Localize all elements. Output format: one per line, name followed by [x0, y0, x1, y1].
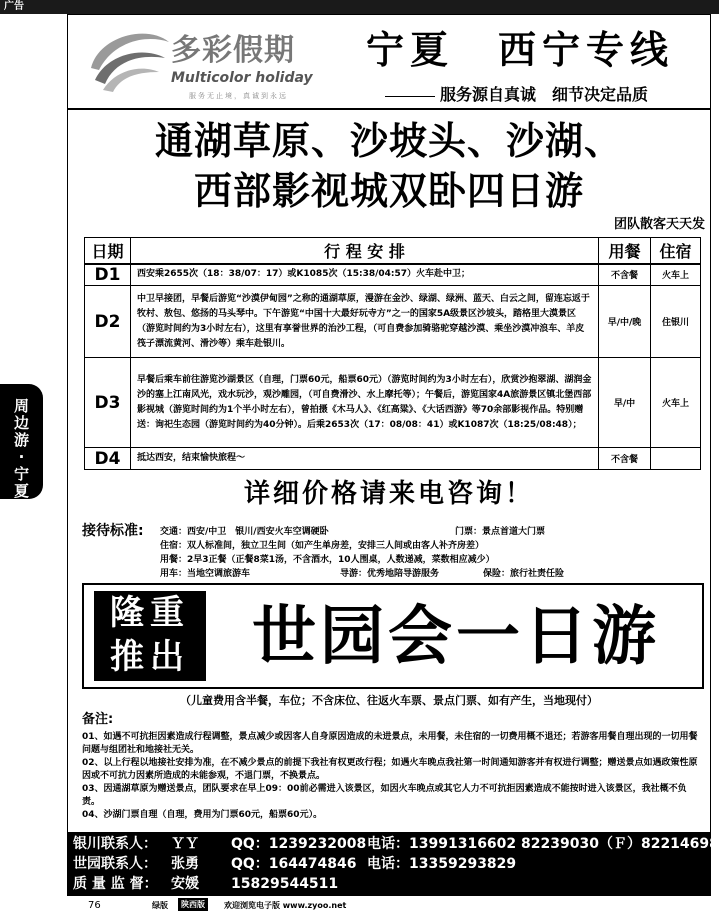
std-tickets: 门票：景点首道大门票 [455, 527, 546, 537]
note-item: 01、如遇不可抗拒因素造成行程调整，景点减少或因客人自身原因造成的未进景点，未用餐，未住宿的一切费用概不退还；若游客用餐自理出现的一切用餐问题与组团社和地接社无关。 [82, 732, 698, 755]
std-insurance: 保险：旅行社责任险 [483, 569, 565, 579]
note-item: 04、沙湖门票自理（自理，费用为门票60元，船票60元）。 [82, 810, 323, 820]
yinchuan-contact-label: 银川联系人： [73, 836, 157, 852]
ad-tag [0, 0, 719, 14]
header-meals: 用餐 [599, 238, 651, 264]
company-logo [85, 26, 335, 110]
day-meals: 早/中/晚 [599, 286, 651, 358]
logo-name-en: Multicolor holiday [171, 70, 313, 86]
route-title: 宁夏 西宁专线 [365, 28, 674, 72]
day-label: D2 [85, 286, 131, 358]
itinerary-row [85, 264, 701, 286]
itinerary-table [84, 237, 701, 470]
day-lodging [651, 448, 701, 470]
day-description: 早餐后乘车前往游览沙湖景区（自理，门票60元，船票60元）（游览时间约为3小时左右），欣赏沙抱翠湖、湖润金沙的塞上江南风光，戏水玩沙，观沙雕园，（可自费滑沙、水上摩托等）；午餐后，游览国家4A旅游景区镇北堡西部影视城（游览时间约为1个半小时左右），曾拍摄《木马人》、《红高粱》、《大话西游》等70余部影视作品。特别赠送：询祀生态园（游览时间约为40分钟）。后乘2653次（17：08/08：41）或K1087次（18:25/08:48）； [131, 358, 599, 448]
logo-name-cn: 多彩假期 [171, 33, 295, 68]
day-description: 西安乘2655次（18：38/07：17）或K1085次（15:38/04:57）火车赴中卫； [131, 264, 599, 286]
note-item: 03、因通湖草原为赠送景点，团队要求在早上09：00前必需进入该景区，如因火车晚点或其它人力不可抗拒因素造成不能按时进入该景区，我社概不负责。 [82, 784, 687, 807]
quality-name: 安媛 [171, 876, 199, 892]
headline-line-2: 西部影视城双卧四日游 [193, 169, 584, 213]
side-tab [0, 384, 43, 499]
day-meals: 不含餐 [599, 448, 651, 470]
promo-line-2: 推出 [110, 637, 190, 677]
day-meals: 早/中 [599, 358, 651, 448]
quality-label: 质 量 监 督： [73, 876, 158, 892]
yinchuan-contact-name: ＹＹ [171, 836, 199, 852]
page-footer [0, 896, 719, 915]
standards-title: 接待标准: [82, 523, 144, 539]
header-divider [67, 108, 711, 110]
day-description: 中卫早接团，早餐后游览“沙漠伊甸园”之称的通湖草原，漫游在金沙、绿湖、绿洲、蓝天、白云之间，留连忘返于牧村、敖包、悠扬的马头琴中。下午游览“中国十大最好玩寺方”之一的国家5A级景区沙坡头，踏格里大漠景区（游览时间约为3小时左右），这里有享誉世界的治沙工程，（可自费参加骑骆驼穿越沙漠、乘坐沙漠冲浪车、羊皮筏子漂流黄河、滑沙等）乘车赴银川。 [131, 286, 599, 358]
site-url: 欢迎浏览电子版 www.zyoo.net [224, 901, 347, 910]
itinerary-row [85, 448, 701, 470]
day-description: 抵达西安，结束愉快旅程～ [131, 448, 599, 470]
shiyuan-contact-label: 世园联系人： [73, 856, 157, 872]
header-lodging: 住宿 [651, 238, 701, 264]
std-guide: 导游：优秀地陪导游服务 [340, 569, 440, 579]
std-meals: 用餐：2早3正餐（正餐8菜1汤，不含酒水，10人围桌，人数递减，菜数相应减少） [160, 555, 495, 565]
day-lodging: 住银川 [651, 286, 701, 358]
ad-tag-label: 广告 [4, 1, 24, 12]
promo-banner [82, 583, 704, 689]
notes-title: 备注: [82, 712, 114, 727]
route-tagline: 服务源自真诚 细节决定品质 [440, 85, 649, 104]
side-tab-label: 周边游·宁夏 [13, 397, 29, 500]
shiyuan-contact-phone: 电话：13359293829 [367, 856, 517, 872]
note-item: 02、以上行程以地接社安排为准，在不减少景点的前提下我社有权更改行程；如遇火车晚点我社第一时间通知游客并有权进行调整；赠送景点如遇政策性原因或不可抗力因素所造成的未能参观，不退门票，不换景点。 [82, 758, 698, 781]
edition-label: 绿版 [152, 901, 168, 910]
itinerary-row [85, 358, 701, 448]
yinchuan-contact-phone: 电话：13991316602 82239030（Ｆ）82214698 [367, 836, 719, 852]
day-meals: 不含餐 [599, 264, 651, 286]
promo-badge [94, 591, 206, 681]
day-lodging: 火车上 [651, 264, 701, 286]
contact-block [67, 832, 719, 896]
shiyuan-contact-qq: QQ：164474846 [231, 856, 357, 872]
shiyuan-contact-name: 张勇 [171, 856, 199, 872]
quality-phone: 15829544511 [231, 876, 339, 892]
edition-badge: 陕西版 [178, 898, 208, 911]
promo-line-1: 隆重 [110, 593, 190, 633]
headline-line-1: 通湖草原、沙坡头、沙湖、 [154, 119, 623, 163]
promo-title: 世园会一日游 [252, 600, 660, 674]
child-fee-note: （儿童费用含半餐，车位；不含床位、往返火车票、景点门票、如有产生，当地现付） [180, 694, 598, 707]
page-number: 76 [88, 900, 101, 911]
day-lodging: 火车上 [651, 358, 701, 448]
departure-note: 团队散客天天发 [613, 217, 705, 232]
day-label: D4 [85, 448, 131, 470]
day-label: D3 [85, 358, 131, 448]
std-transport: 交通：西安/中卫 银川/西安火车空调硬卧 [160, 527, 329, 537]
price-inquiry: 详细价格请来电咨询！ [243, 479, 534, 509]
header-date: 日期 [85, 238, 131, 264]
std-vehicle: 用车：当地空调旅游车 [160, 569, 251, 579]
itinerary-row [85, 286, 701, 358]
std-lodging: 住宿：双人标准间，独立卫生间（如产生单房差，安排三人间或由客人补齐房差） [160, 541, 485, 551]
swirl-logo-icon [85, 28, 173, 94]
day-label: D1 [85, 264, 131, 286]
header-schedule: 行 程 安 排 [131, 238, 599, 264]
tagline-rule [385, 96, 435, 97]
yinchuan-contact-qq: QQ：1239232008 [231, 836, 367, 852]
logo-slogan: 服务无止境，真诚到永远 [189, 92, 288, 100]
itinerary-header-row [85, 238, 701, 264]
